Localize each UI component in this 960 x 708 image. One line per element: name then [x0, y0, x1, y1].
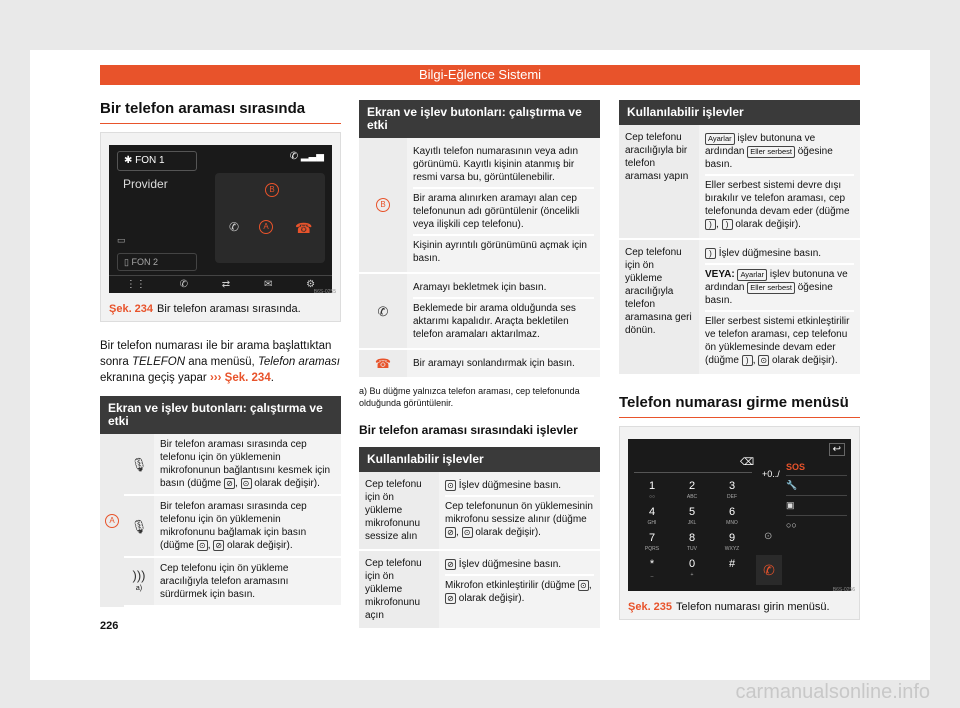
table-row: Cep telefonu için ön yükleme aracılığıyla telefon aramasına geri dönün. ) İşlev düğmesine basın. VEYA: Ayarlar işlev butonuna ve ardından Eller serbest öğesine basın. Eller serbest sistemi etkinleştirilir ve telefon araması, cep telefonu ön yüklemesinde devam eder (düğme ) , ⊙ olarak değişir).	[619, 240, 860, 376]
section-banner: Bilgi-Eğlence Sistemi	[100, 65, 860, 85]
sos-button[interactable]: SOS	[786, 459, 847, 476]
keypad	[628, 479, 756, 583]
keypad-key[interactable]: 7 PQRS	[644, 532, 660, 552]
column-3	[619, 100, 860, 620]
transfer-icon[interactable]: ⇄	[221, 279, 231, 290]
side-menu	[786, 459, 847, 534]
battery-icon: ▭	[117, 235, 126, 245]
back-icon[interactable]: ↩	[829, 443, 845, 456]
handset-mic-icon[interactable]: ✆	[229, 220, 240, 234]
ayarlar-button: Ayarlar	[737, 269, 767, 281]
fon1-label: FON 1	[135, 155, 165, 166]
figure-235	[619, 426, 860, 620]
table-row: 🎙 Bir telefon araması sırasında cep telefonu için ön yüklemenin mikrofonunu bağlamak için basın (düğme ⊙ , ⊘ olarak değişir).	[124, 496, 341, 558]
figure-code: B6S-0256	[832, 587, 855, 593]
fon2-label: FON 2	[131, 257, 158, 267]
controls-table-b	[359, 100, 600, 379]
keypad-key[interactable]: 4 GHI	[647, 506, 657, 526]
call-icon[interactable]: ✆	[756, 555, 782, 585]
column-1	[100, 100, 341, 607]
bottom-toolbar	[109, 275, 332, 293]
figure-link[interactable]: Şek. 234	[224, 372, 271, 384]
mic-icon[interactable]: ⊙	[764, 531, 773, 542]
hold-call-icon: ✆	[377, 303, 389, 319]
delete-icon[interactable]: ⌫	[740, 457, 755, 468]
figure-caption	[620, 595, 859, 619]
mic-muted-icon: ⊘	[213, 540, 224, 551]
keypad-key[interactable]: 3 DEF	[727, 480, 737, 500]
figure-code: B6S-0255	[313, 289, 336, 295]
handsfree-icon: )	[722, 219, 733, 230]
signal-icon: ✆ ▂▃▅	[289, 151, 324, 162]
eller-serbest-button: Eller serbest	[747, 282, 795, 294]
key-a: A	[105, 514, 119, 528]
figure-234	[100, 132, 341, 322]
handsfree-icon: )	[705, 219, 716, 230]
keypad-key[interactable]: * _	[649, 558, 655, 578]
mic-icon: ⊙	[445, 480, 456, 491]
mic-muted-icon: ⊘	[445, 593, 456, 604]
table-row: ))) a) Cep telefonu için ön yükleme aracılığıyla telefon aramasını sürdürmek için basın.	[124, 558, 341, 607]
settings-icon[interactable]: ⚙	[306, 279, 316, 290]
service-icon[interactable]: 🔧	[786, 476, 847, 496]
key-b: B	[376, 198, 390, 212]
keypad-key[interactable]: 9 WXYZ	[724, 532, 740, 552]
subheading: Bir telefon araması sırasındaki işlevler	[359, 423, 578, 437]
end-call-icon: ☎	[374, 356, 392, 371]
column-2	[359, 100, 600, 630]
handsfree-icon: )))	[132, 567, 146, 583]
figure-caption	[101, 297, 340, 321]
handsfree-icon: )	[742, 355, 753, 366]
table-title: Kullanılabilir işlevler	[619, 100, 860, 125]
mic-icon: ⊙	[462, 527, 473, 538]
functions-table-1	[359, 447, 600, 630]
dial-screen	[628, 439, 851, 591]
table-row: 🎙 Bir telefon araması sırasında cep telefonu için ön yüklemenin mikrofonunun bağlantısını kesmek için basın (düğme ⊘ , ⊙ olarak değişir).	[124, 434, 341, 496]
provider-label: Provider	[123, 177, 168, 191]
info-icon[interactable]: ▣	[786, 496, 847, 516]
controls-table-a	[100, 396, 341, 607]
table-title: Ekran ve işlev butonları: çalıştırma ve etki	[100, 396, 341, 434]
handsfree-icon: )	[705, 248, 716, 259]
keypad-key[interactable]: 2 ABC	[686, 480, 698, 500]
number-input[interactable]	[634, 457, 755, 473]
mic-muted-icon: ⊘	[445, 527, 456, 538]
mic-icon: ⊙	[241, 478, 252, 489]
phone-icon: ▯	[124, 257, 132, 267]
mic-off-icon: 🎙	[130, 456, 148, 472]
table-row: Cep telefonu aracılığıyla bir telefon araması yapın Ayarlar işlev butonuna ve ardından Eller serbest öğesine basın. Eller serbest sistemi devre dışı bırakılır ve telefon araması, cep telefonunda devam eder (düğme ) , ) olarak değişir).	[619, 125, 860, 240]
page-number: 226	[100, 620, 119, 632]
mic-icon: ⊙	[197, 540, 208, 551]
table-title: Kullanılabilir işlevler	[359, 447, 600, 472]
phone-call-screen	[109, 145, 332, 293]
figure-caption-text: Bir telefon araması sırasında.	[157, 303, 301, 315]
message-icon[interactable]: ✉	[263, 279, 273, 290]
table-row: B Kayıtlı telefon numarasının veya adın görünümü. Kayıtlı kişinin atanmış bir resmi varsa bu, görüntülenebilir. Bir arama alınırken aramayı alan cep telefonunun adı görüntülenir (öncelikli veya ilişkili cep telefonu). Kişinin ayrıntılı görünümünü açmak için basın.	[359, 138, 600, 274]
mic-icon: ⊙	[758, 355, 769, 366]
voicemail-icon[interactable]: ○○	[786, 520, 797, 530]
section-heading: Telefon numarası girme menüsü	[619, 394, 860, 418]
mic-icon: 🎙	[130, 518, 148, 534]
table-row: ☎ Bir aramayı sonlandırmak için basın.	[359, 350, 600, 379]
keypad-key[interactable]: 1 ○○	[648, 480, 656, 500]
mic-muted-icon: ⊘	[224, 478, 235, 489]
figure-label: Şek. 234	[109, 303, 154, 315]
eller-serbest-button: Eller serbest	[747, 146, 795, 158]
footnote: a) Bu düğme yalnızca telefon araması, cep telefonunda olduğunda görüntülenir.	[359, 386, 580, 408]
contacts-icon[interactable]: ✆	[179, 279, 189, 290]
mic-icon: ⊙	[578, 580, 589, 591]
table-row: ✆ Aramayı bekletmek için basın. Beklemede bir arama olduğunda ses aktarımı kapalıdır. Araçta bekletilen telefon aramaları aktarılmaz.	[359, 274, 600, 350]
watermark: carmanualsonline.info	[735, 681, 930, 703]
table-row: Cep telefonu için ön yükleme mikrofonunu açın ⊘ İşlev düğmesine basın. Mikrofon etkinleştirilir (düğme ⊙ , ⊘ olarak değişir).	[359, 551, 600, 630]
fon2-box	[117, 253, 197, 271]
keypad-key[interactable]: 0 +	[688, 558, 696, 578]
table-row: Cep telefonu için ön yükleme mikrofonunu sessize alın ⊙ İşlev düğmesine basın. Cep telefonunun ön yüklemesinin mikrofonu sessize alınır (düğme ⊘ , ⊙ olarak değişir).	[359, 472, 600, 551]
keypad-key[interactable]: 8 TUV	[687, 532, 697, 552]
fon1-box	[117, 151, 197, 171]
mic-muted-icon: ⊘	[445, 559, 456, 570]
callout-a: A	[259, 220, 273, 234]
extra-key[interactable]: +0../	[762, 469, 780, 479]
bluetooth-icon: ✱	[124, 155, 136, 166]
functions-table-2	[619, 100, 860, 376]
ayarlar-button: Ayarlar	[705, 133, 735, 145]
callout-b: B	[265, 183, 279, 197]
table-title: Ekran ve işlev butonları: çalıştırma ve etki	[359, 100, 600, 138]
figure-label: Şek. 235	[628, 601, 673, 613]
keypad-key[interactable]: #	[728, 558, 736, 570]
end-call-icon[interactable]: ☎	[295, 220, 313, 236]
keypad-key[interactable]: 5 JKL	[687, 506, 697, 526]
keypad-key[interactable]: 6 MNO	[726, 506, 738, 526]
body-paragraph: Bir telefon numarası ile bir arama başlattıktan sonra TELEFON ana menüsü, Telefon araması ekranına geçiş yapar ››› Şek. 234.	[100, 340, 340, 384]
keypad-icon[interactable]: ⋮⋮	[125, 279, 146, 290]
figure-caption-text: Telefon numarası girin menüsü.	[676, 601, 830, 613]
section-heading: Bir telefon araması sırasında	[100, 100, 341, 124]
